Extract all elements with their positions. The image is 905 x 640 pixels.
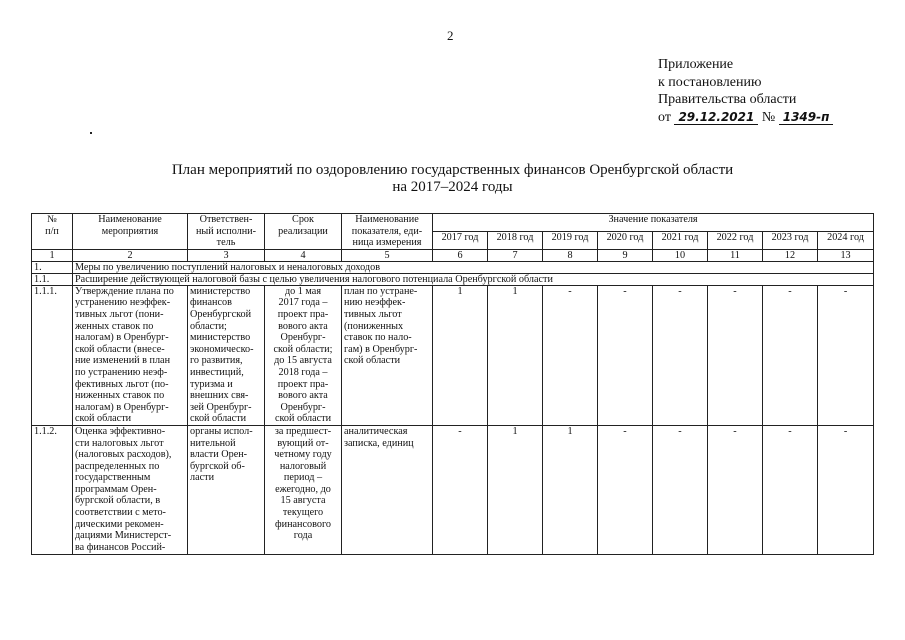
appendix-line-2: к постановлению [658,74,762,90]
row-deadline: до 1 мая 2017 года – проект пра- вового акта Оренбург- ской области; до 15 августа 2018 года – проект пра- вового акта Оренбург- ской области [265,285,342,425]
column-number: 4 [265,249,342,261]
row-value: 1 [433,285,488,425]
row-num: 1.1.2. [32,425,73,554]
header-row [32,214,874,232]
row-value: - [543,285,598,425]
title-line-2: на 2017–2024 годы [392,179,513,195]
section-row [32,261,874,273]
header-year: 2020 год [598,231,653,249]
row-num: 1.1.1. [32,285,73,425]
appendix-line-3: Правительства области [658,92,797,107]
row-indicator: аналитическая записка, единиц [342,425,433,554]
appendix-ot: от [658,109,671,125]
header-year: 2023 год [763,231,818,249]
column-number: 7 [488,249,543,261]
column-number: 5 [342,249,433,261]
appendix-number: 1349-п [779,110,834,125]
column-number: 10 [653,249,708,261]
appendix-block [658,56,833,126]
header-num: № п/п [32,214,73,250]
plan-table [31,213,874,555]
row-value: - [763,425,818,554]
row-value: 1 [488,425,543,554]
row-value: - [653,425,708,554]
row-value: - [598,285,653,425]
column-number: 1 [32,249,73,261]
column-number: 8 [543,249,598,261]
column-numbers-row [32,249,874,261]
column-number: 12 [763,249,818,261]
row-value: 1 [488,285,543,425]
row-value: - [433,425,488,554]
row-name: Утверждение плана по устранению неэффек- тивных льгот (пони- женных ставок по налогам) в Оренбург- ской области (внесе- ние изменений в план по устранению неэф- фективных льгот (по- ниженных ставок по налогам) в Оренбург- ской области [73,285,188,425]
row-value: - [818,285,874,425]
row-indicator: план по устране- нию неэффек- тивных льгот (пониженных ставок по нало- гам) в Оренбург- ской области [342,285,433,425]
appendix-line-1: Приложение [658,57,734,72]
section-title: Меры по увеличению поступлений налоговых и неналоговых доходов [73,261,874,273]
row-responsible: органы испол- нительной власти Орен- бургской об- ласти [188,425,265,554]
column-number: 3 [188,249,265,261]
appendix-date-line [658,109,833,127]
header-name: Наименование мероприятия [73,214,188,250]
header-year: 2018 год [488,231,543,249]
header-values-group: Значение показателя [433,214,874,232]
row-value: - [763,285,818,425]
section-num: 1. [32,261,73,273]
appendix-number-sign: № [761,109,776,125]
title-line-1: План мероприятий по оздоровлению государственных финансов Оренбургской области [171,162,734,178]
column-number: 11 [708,249,763,261]
table-row [32,425,874,554]
header-deadline: Срок реализации [265,214,342,250]
header-year: 2017 год [433,231,488,249]
table-row [32,285,874,425]
row-deadline: за предшест- вующий от- четному году налоговый период – ежегодно, до 15 августа текущего финансового года [265,425,342,554]
row-value: - [653,285,708,425]
header-year: 2021 год [653,231,708,249]
section-row [32,273,874,285]
page-number: 2 [447,28,454,43]
row-value: - [708,285,763,425]
row-value: 1 [543,425,598,554]
header-indicator: Наименование показателя, еди- ница измерения [342,214,433,250]
appendix-date: 29.12.2021 [674,110,758,125]
section-title: Расширение действующей налоговой базы с целью увеличения налогового потенциала Оренбургской области [73,273,874,285]
row-value: - [818,425,874,554]
column-number: 13 [818,249,874,261]
stray-mark [90,132,92,134]
section-num: 1.1. [32,273,73,285]
header-year: 2019 год [543,231,598,249]
row-responsible: министерство финансов Оренбургской области; министерство экономическо- го развития, инвестиций, туризма и внешних свя- зей Оренбург- ской области [188,285,265,425]
row-name: Оценка эффективно- сти налоговых льгот (налоговых расходов), распределенных по государственным программам Орен- бургской области, в соответствии с мето- дическими рекомен- дациями Министерст- ва финансов Россий- [73,425,188,554]
row-value: - [708,425,763,554]
header-year: 2024 год [818,231,874,249]
document-title [0,162,905,196]
column-number: 9 [598,249,653,261]
header-responsible: Ответствен- ный исполни- тель [188,214,265,250]
column-number: 2 [73,249,188,261]
row-value: - [598,425,653,554]
header-year: 2022 год [708,231,763,249]
column-number: 6 [433,249,488,261]
